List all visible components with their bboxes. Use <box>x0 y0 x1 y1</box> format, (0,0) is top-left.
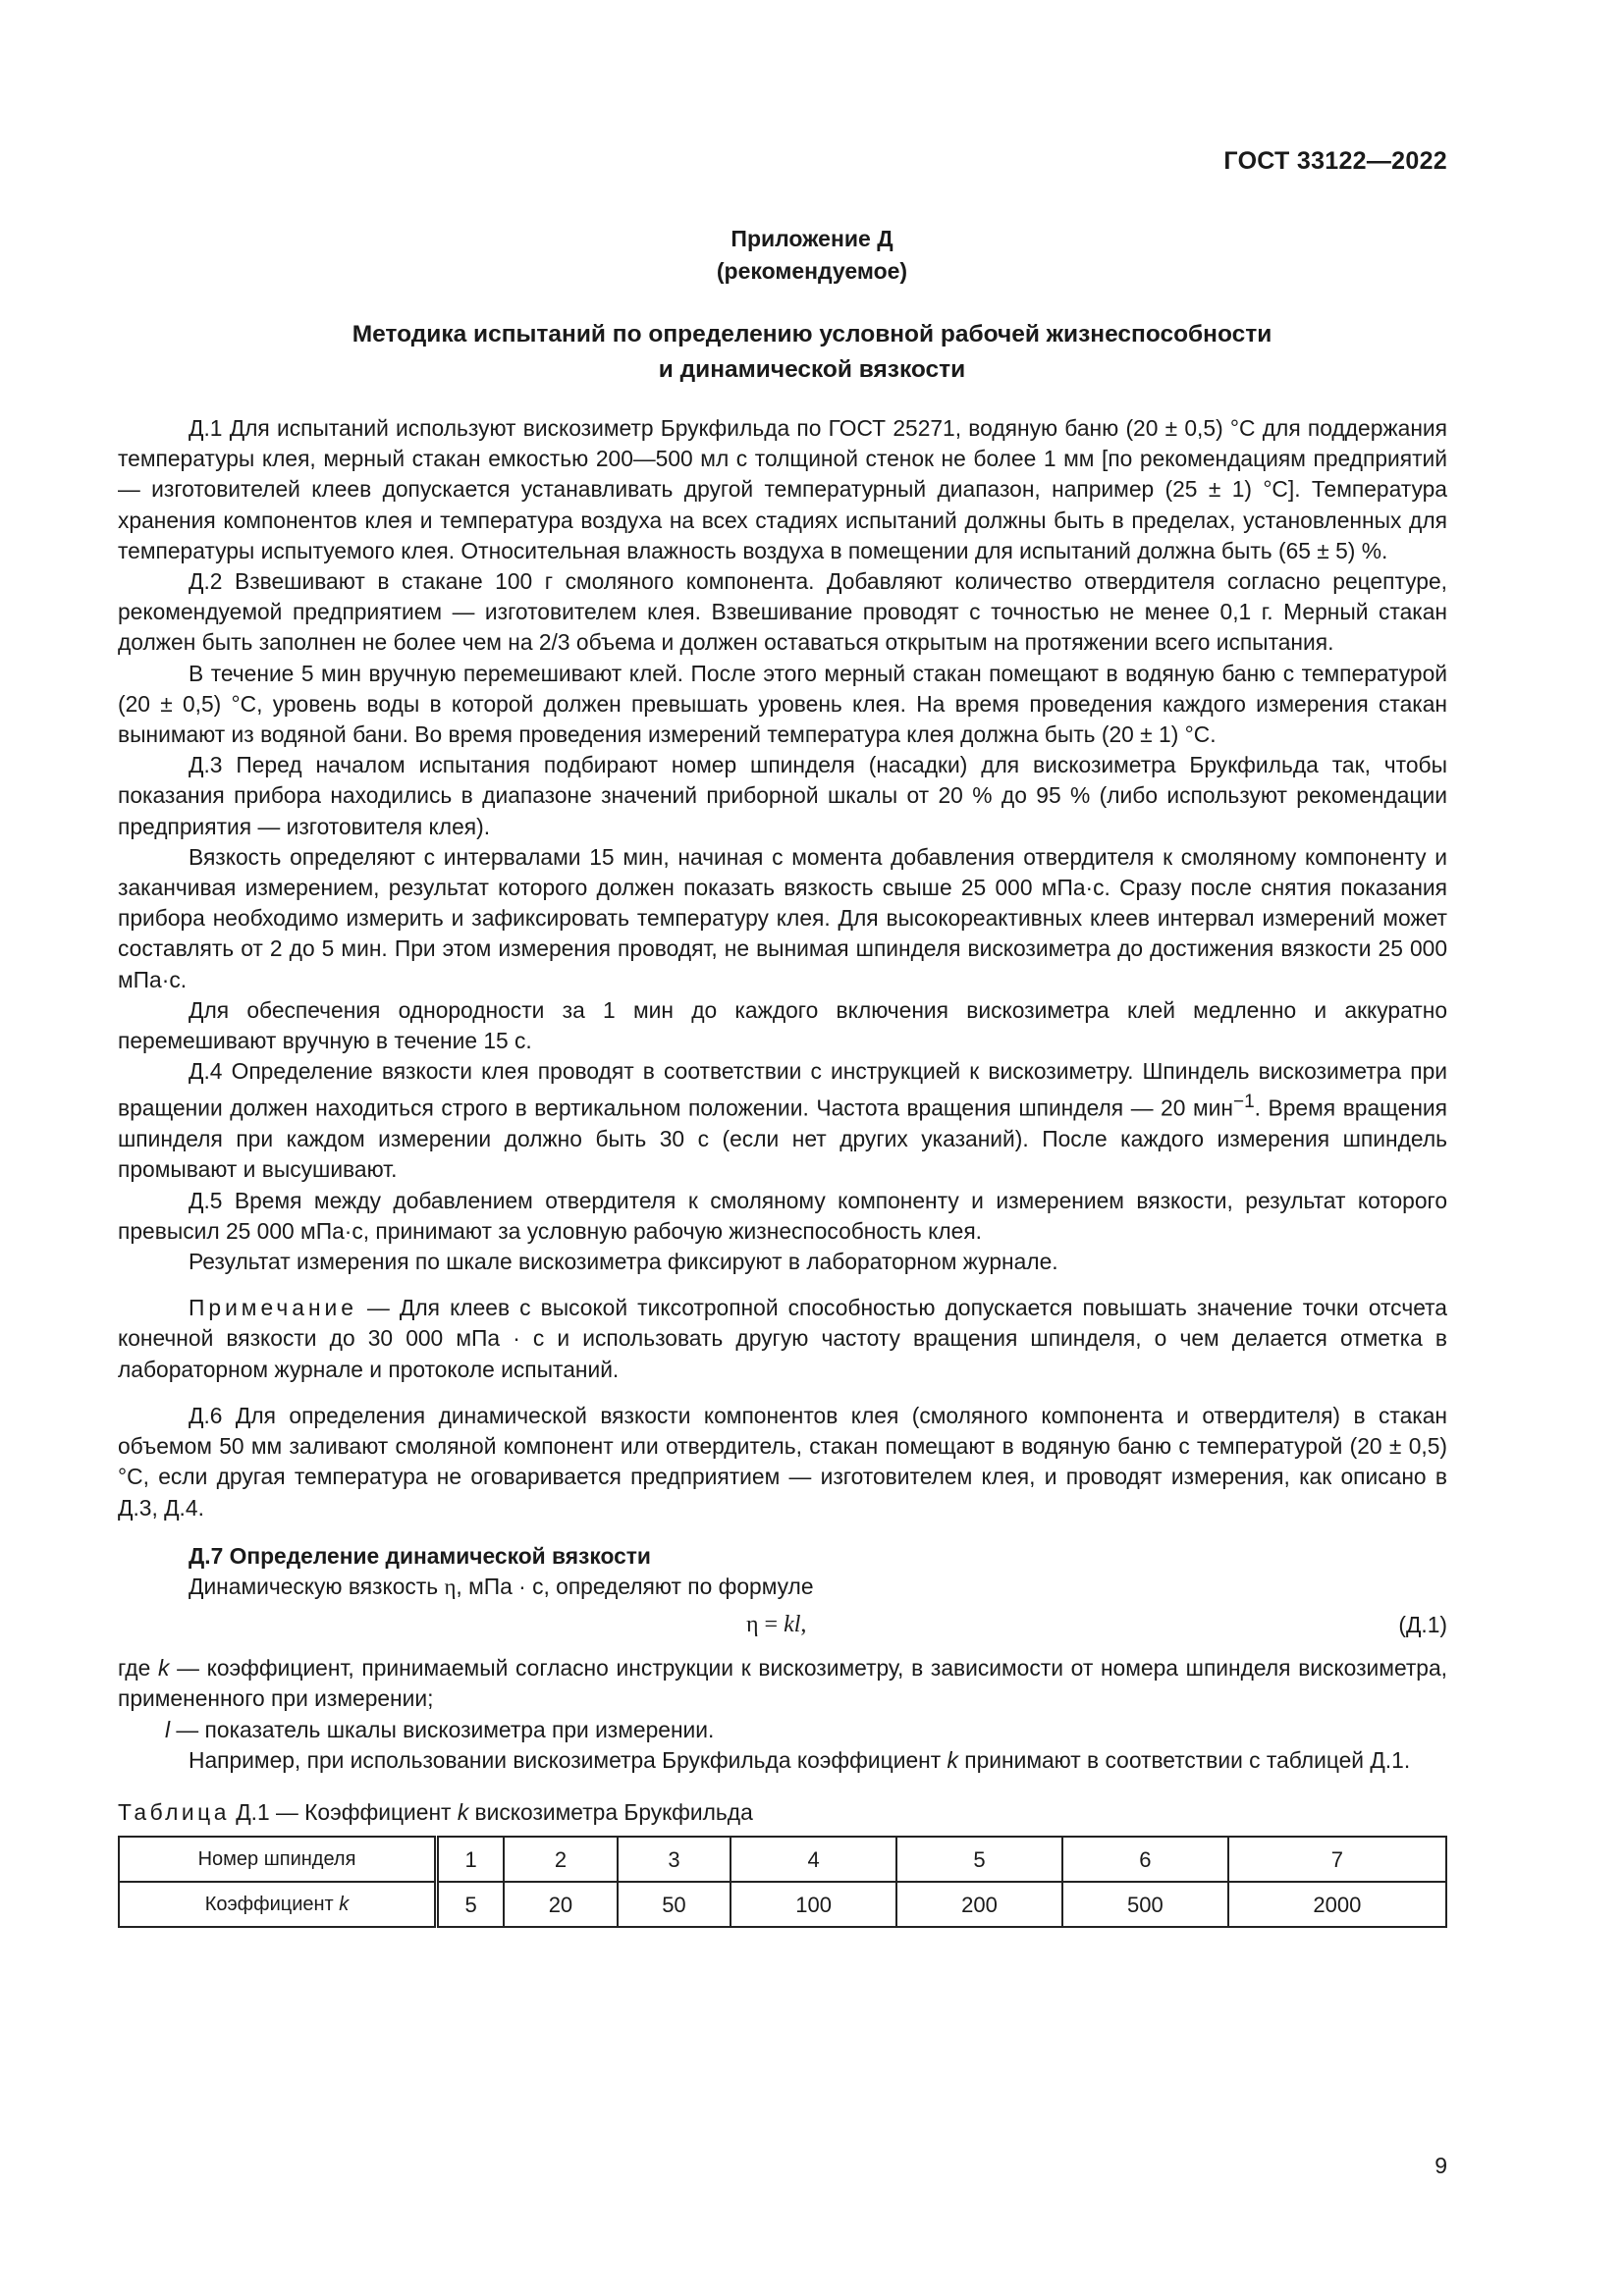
table-cell: 100 <box>731 1882 896 1927</box>
example-k-symbol: k <box>947 1746 958 1773</box>
d7-intro-text-a: Динамическую вязкость <box>189 1573 445 1599</box>
note-text: — Для клеев с высокой тиксотропной способностью допускается повышать значение точки отсчета конечной вязкости до 30 000 мПа · с и использовать другую частоту вращения шпинделя, о чем делается отметка в лабораторном журнале и протоколе испытаний. <box>118 1295 1447 1382</box>
formula-rhs: kl <box>784 1612 801 1638</box>
table-cell: 2000 <box>1228 1882 1446 1927</box>
table-caption-word: Таблица <box>118 1798 230 1825</box>
eta-symbol: η <box>444 1574 457 1599</box>
paragraph-d4-text-b: . Время вращения шпинделя при каждом измерении должно быть 30 с (если нет других указаний). После каждого измерения шпиндель промывают и высушивают. <box>118 1095 1448 1183</box>
formula-eta: η = <box>746 1612 785 1638</box>
annex-status: (рекомендуемое) <box>716 258 908 284</box>
d7-intro-text-b: , мПа · с, определяют по формуле <box>456 1573 814 1599</box>
document-body <box>118 413 1447 1928</box>
paragraph-d4-text-a: Д.4 Определение вязкости клея проводят в соответствии с инструкцией к вискозиметру. Шпиндель вискозиметра при вращении должен находиться строго в вертикальном положении. Частота вращения шпинделя — 20 мин <box>118 1058 1447 1122</box>
formula-line <box>118 1606 1447 1645</box>
table-cell: 20 <box>504 1882 618 1927</box>
formula <box>746 1610 806 1640</box>
table-row-coefficients <box>119 1882 1446 1927</box>
note-label: Примечание <box>189 1295 357 1321</box>
where-l <box>118 1715 1447 1745</box>
row-label-spindle: Номер шпинделя <box>119 1837 437 1882</box>
note <box>118 1293 1447 1385</box>
where-l-text: — показатель шкалы вискозиметра при измерении. <box>170 1716 715 1742</box>
table-caption-text-b: вискозиметра Брукфильда <box>468 1798 753 1825</box>
heading-d7: Д.7 Определение динамической вязкости <box>189 1542 651 1569</box>
annex-heading <box>0 223 1624 288</box>
example-text-b: принимают в соответствии с таблицей Д.1. <box>957 1746 1411 1773</box>
superscript-minus-one: −1 <box>1232 1092 1255 1113</box>
paragraph-d7-intro <box>118 1572 1447 1602</box>
row-label-coefficient <box>119 1882 437 1927</box>
row-label-coefficient-text: Коэффициент <box>204 1893 340 1915</box>
table-cell: 4 <box>731 1837 896 1882</box>
where-l-symbol: l <box>165 1716 171 1742</box>
paragraph-mixing: В течение 5 мин вручную перемешивают клей. После этого мерный стакан помещают в водяную баню с температурой (20 ± 0,5) °С, уровень воды в которой должен превышать уровень клея. На время проведения каждого измерения стакан вынимают из водяной бани. Во время проведения измерений температура клея должна быть (20 ± 1) °С. <box>118 660 1447 748</box>
method-title-line-2: и динамической вязкости <box>658 356 966 383</box>
table-cell: 3 <box>618 1837 731 1882</box>
table-cell: 1 <box>437 1837 505 1882</box>
paragraph-d3: Д.3 Перед началом испытания подбирают номер шпинделя (насадки) для вискозиметра Брукфильда так, чтобы показания прибора находились в диапазоне значений приборной шкалы от 20 % до 95 % (либо используют рекомендации предприятия — изготовителя клея). <box>118 752 1447 839</box>
paragraph-viscosity-intervals: Вязкость определяют с интервалами 15 мин, начиная с момента добавления отвердителя к смоляному компоненту и заканчивая измерением, результат которого должен показать вязкость свыше 25 000 мПа·с. Сразу после снятия показания прибора необходимо измерить и зафиксировать температуру клея. Для высокореактивных клеев интервал измерений может составлять от 2 до 5 мин. При этом измерения проводят, не вынимая шпинделя вискозиметра до достижения вязкости 25 000 мПа·с. <box>118 843 1447 992</box>
table-cell: 2 <box>504 1837 618 1882</box>
where-prefix: где <box>118 1655 158 1682</box>
annex-title: Приложение Д <box>731 226 893 251</box>
paragraph-d5: Д.5 Время между добавлением отвердителя к смоляному компоненту и измерением вязкости, результат которого превысил 25 000 мПа·с, принимают за условную рабочую жизнеспособность клея. <box>118 1187 1447 1244</box>
formula-number: (Д.1) <box>1398 1612 1447 1638</box>
table-cell: 5 <box>896 1837 1062 1882</box>
where-k-text: — коэффициент, принимаемый согласно инструкции к вискозиметру, в зависимости от номера шпинделя вискозиметра, примененного при измерении; <box>118 1655 1447 1712</box>
table-caption-text-a: Д.1 — Коэффициент <box>229 1798 458 1825</box>
document-code: ГОСТ 33122—2022 <box>1223 147 1447 175</box>
page-number: 9 <box>1435 2153 1447 2178</box>
row-label-coefficient-k: k <box>339 1893 350 1915</box>
table-caption-k: k <box>457 1798 469 1825</box>
paragraph-example <box>118 1745 1447 1776</box>
table-cell: 5 <box>437 1882 505 1927</box>
table-cell: 6 <box>1062 1837 1228 1882</box>
method-title <box>0 317 1624 388</box>
paragraph-d4 <box>118 1056 1447 1185</box>
example-text-a: Например, при использовании вискозиметра Брукфильда коэффициент <box>189 1746 947 1773</box>
paragraph-homogeneity: Для обеспечения однородности за 1 мин до каждого включения вискозиметра клей медленно и аккуратно перемешивают вручную в течение 15 с. <box>118 996 1447 1054</box>
paragraph-d6: Д.6 Для определения динамической вязкости компонентов клея (смоляного компонента и отвердителя) в стакан объемом 50 мм заливают смоляной компонент или отвердитель, стакан помещают в водяную баню с температурой (20 ± 0,5) °С, если другая температура не оговаривается предприятием — изготовителем клея, и проводят измерения, как описано в Д.3, Д.4. <box>118 1402 1447 1521</box>
method-title-line-1: Методика испытаний по определению условной рабочей жизнеспособности <box>352 321 1272 347</box>
paragraph-d1: Д.1 Для испытаний используют вискозиметр Брукфильда по ГОСТ 25271, водяную баню (20 ± 0,5) °С для поддержания температуры клея, мерный стакан емкостью 200—500 мл с толщиной стенок не более 1 мм [по рекомендациям предприятий — изготовителей клеев допускается устанавливать другой температурный диапазон, например (25 ± 1) °С]. Температура хранения компонентов клея и температура воздуха на всех стадиях испытаний должны быть в пределах, установленных для температуры испытуемого клея. Относительная влажность воздуха в помещении для испытаний должна быть (65 ± 5) %. <box>118 415 1447 563</box>
where-k <box>118 1653 1447 1714</box>
coefficient-table <box>118 1836 1447 1928</box>
paragraph-result-log: Результат измерения по шкале вискозиметра фиксируют в лабораторном журнале. <box>189 1249 1058 1275</box>
table-row-spindles <box>119 1837 1446 1882</box>
table-cell: 7 <box>1228 1837 1446 1882</box>
where-k-symbol: k <box>157 1655 170 1682</box>
table-cell: 200 <box>896 1882 1062 1927</box>
table-cell: 50 <box>618 1882 731 1927</box>
paragraph-d2: Д.2 Взвешивают в стакане 100 г смоляного компонента. Добавляют количество отвердителя согласно рецептуре, рекомендуемой предприятием — изготовителем клея. Взвешивание проводят с точностью не менее 0,1 г. Мерный стакан должен быть заполнен не более чем на 2/3 объема и должен оставаться открытым на протяжении всего испытания. <box>118 568 1447 656</box>
formula-tail: , <box>800 1612 807 1638</box>
table-caption <box>118 1797 1447 1828</box>
table-cell: 500 <box>1062 1882 1228 1927</box>
